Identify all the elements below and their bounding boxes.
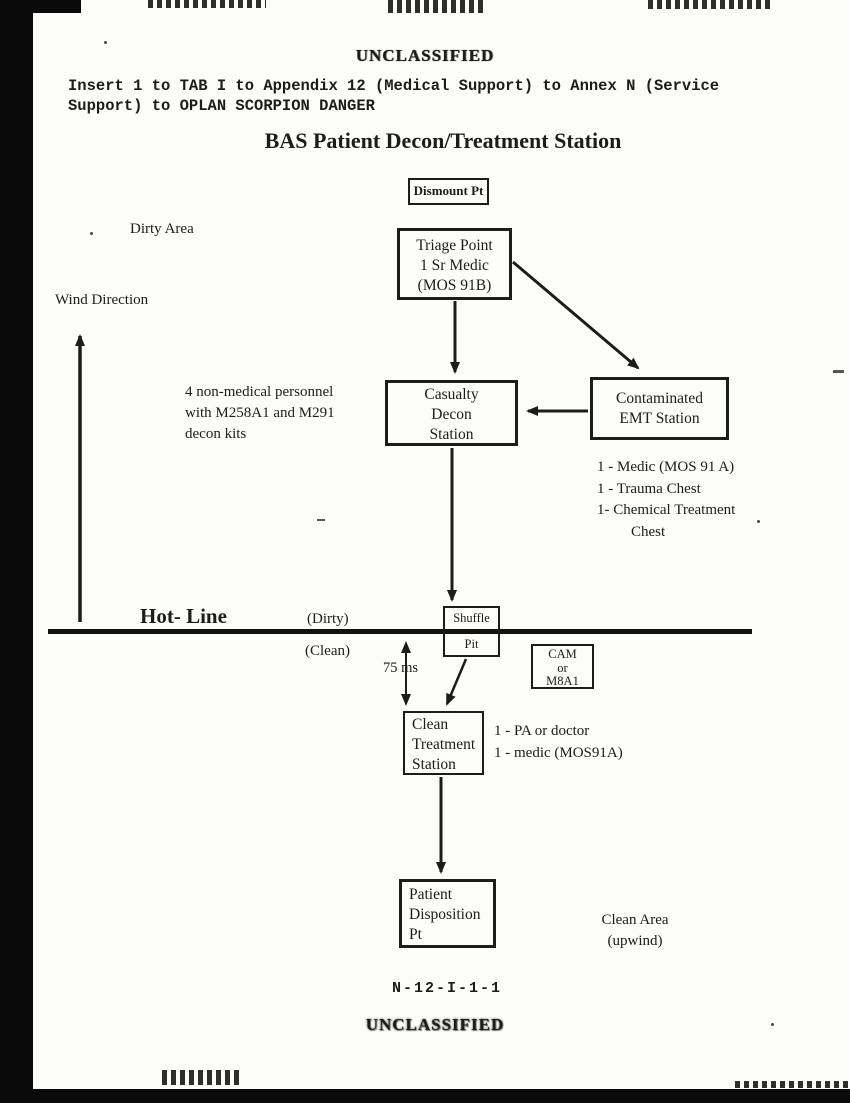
clean-treatment-line: Clean [412,716,449,733]
clean-staffing-line: 1 - medic (MOS91A) [494,745,623,761]
clean-staffing-line: 1 - PA or doctor [494,723,590,739]
disposition-line: Pt [409,926,422,943]
scan-artifact-top-left-block [33,0,81,13]
emt-staffing-line: Chest [631,523,666,540]
casualty-decon-station-box [385,380,518,446]
dismount-point-label: Dismount Pt [413,183,484,198]
personnel-note-line: 4 non-medical personnel [185,384,334,400]
emt-staffing-line: 1- Chemical Treatment [597,502,736,518]
cam-line: M8A1 [546,674,579,688]
clean-treatment-line: Station [412,756,456,773]
clean-area-line: (upwind) [607,933,663,949]
page-number: N-12-I-1-1 [392,980,503,997]
disposition-line: Disposition [409,906,481,923]
clean-area-note [575,910,695,952]
personnel-note-line: decon kits [185,426,247,442]
casualty-line: Decon [431,406,472,423]
scan-speck [757,520,760,523]
dirty-side-label: (Dirty) [307,611,349,627]
hot-line-label: Hot- Line [140,604,227,628]
personnel-note [185,382,335,445]
header-line-2: Support) to OPLAN SCORPION DANGER [68,97,375,115]
scan-artifact-bottom-smudge [162,1070,242,1085]
emt-staffing-line: 1 - Trauma Chest [597,480,701,497]
triage-line: 1 Sr Medic [420,257,489,274]
clean-staffing-note [494,720,623,764]
classification-banner-top: UNCLASSIFIED [355,46,495,65]
header-line-1: Insert 1 to TAB I to Appendix 12 (Medical Support) to Annex N (Service [68,77,720,95]
clean-treatment-station-box [403,711,484,775]
disposition-line: Patient [409,886,453,903]
emt-staffing-line: 1 - Medic (MOS 91 A) [597,459,735,475]
scan-artifact-top-speckle-1 [148,0,266,8]
arrow-shuffle-to-clean-treatment [447,659,466,704]
shuffle-line: Shuffle [453,611,490,625]
patient-disposition-box [399,879,496,948]
personnel-note-line: with M258A1 and M291 [185,405,335,421]
scan-artifact-top-speckle-2 [388,0,483,13]
triage-point-box [397,228,512,300]
wind-direction-label: Wind Direction [55,292,149,308]
emt-staffing-note [597,457,735,543]
diagram-title: BAS Patient Decon/Treatment Station [264,128,622,153]
arrow-triage-to-emt [513,262,638,368]
scan-artifact-bottom-bar [28,1089,850,1103]
triage-line: Triage Point [416,237,493,254]
hot-line-bar [48,629,752,634]
triage-line: (MOS 91B) [417,277,492,294]
scan-artifact-left-bar [0,0,33,1103]
casualty-line: Station [429,426,474,443]
scan-speck [317,519,325,521]
contaminated-emt-station-box [590,377,729,440]
scan-artifact-top-speckle-3 [648,0,773,9]
classification-banner-bottom: UNCLASSIFIED [365,1015,505,1034]
shuffle-line: Pit [464,637,479,651]
distance-label: 75 ms [383,660,419,676]
casualty-line: Casualty [424,386,479,403]
emt-line: Contaminated [616,390,703,407]
emt-line: EMT Station [619,410,700,427]
document-header [68,76,719,116]
scan-speck [90,232,93,235]
clean-side-label: (Clean) [305,643,350,659]
cam-m8a1-box [531,644,594,689]
clean-treatment-line: Treatment [412,736,476,753]
scan-speck [833,370,844,373]
shuffle-pit-box [443,606,500,657]
scan-speck [104,41,107,44]
scan-artifact-right-dashes [735,1081,850,1088]
cam-line: or [557,660,568,675]
scan-speck [771,1023,774,1026]
clean-area-line: Clean Area [601,912,669,928]
dirty-area-label: Dirty Area [130,221,194,237]
dismount-point-box [408,178,489,205]
cam-line: CAM [548,647,577,661]
